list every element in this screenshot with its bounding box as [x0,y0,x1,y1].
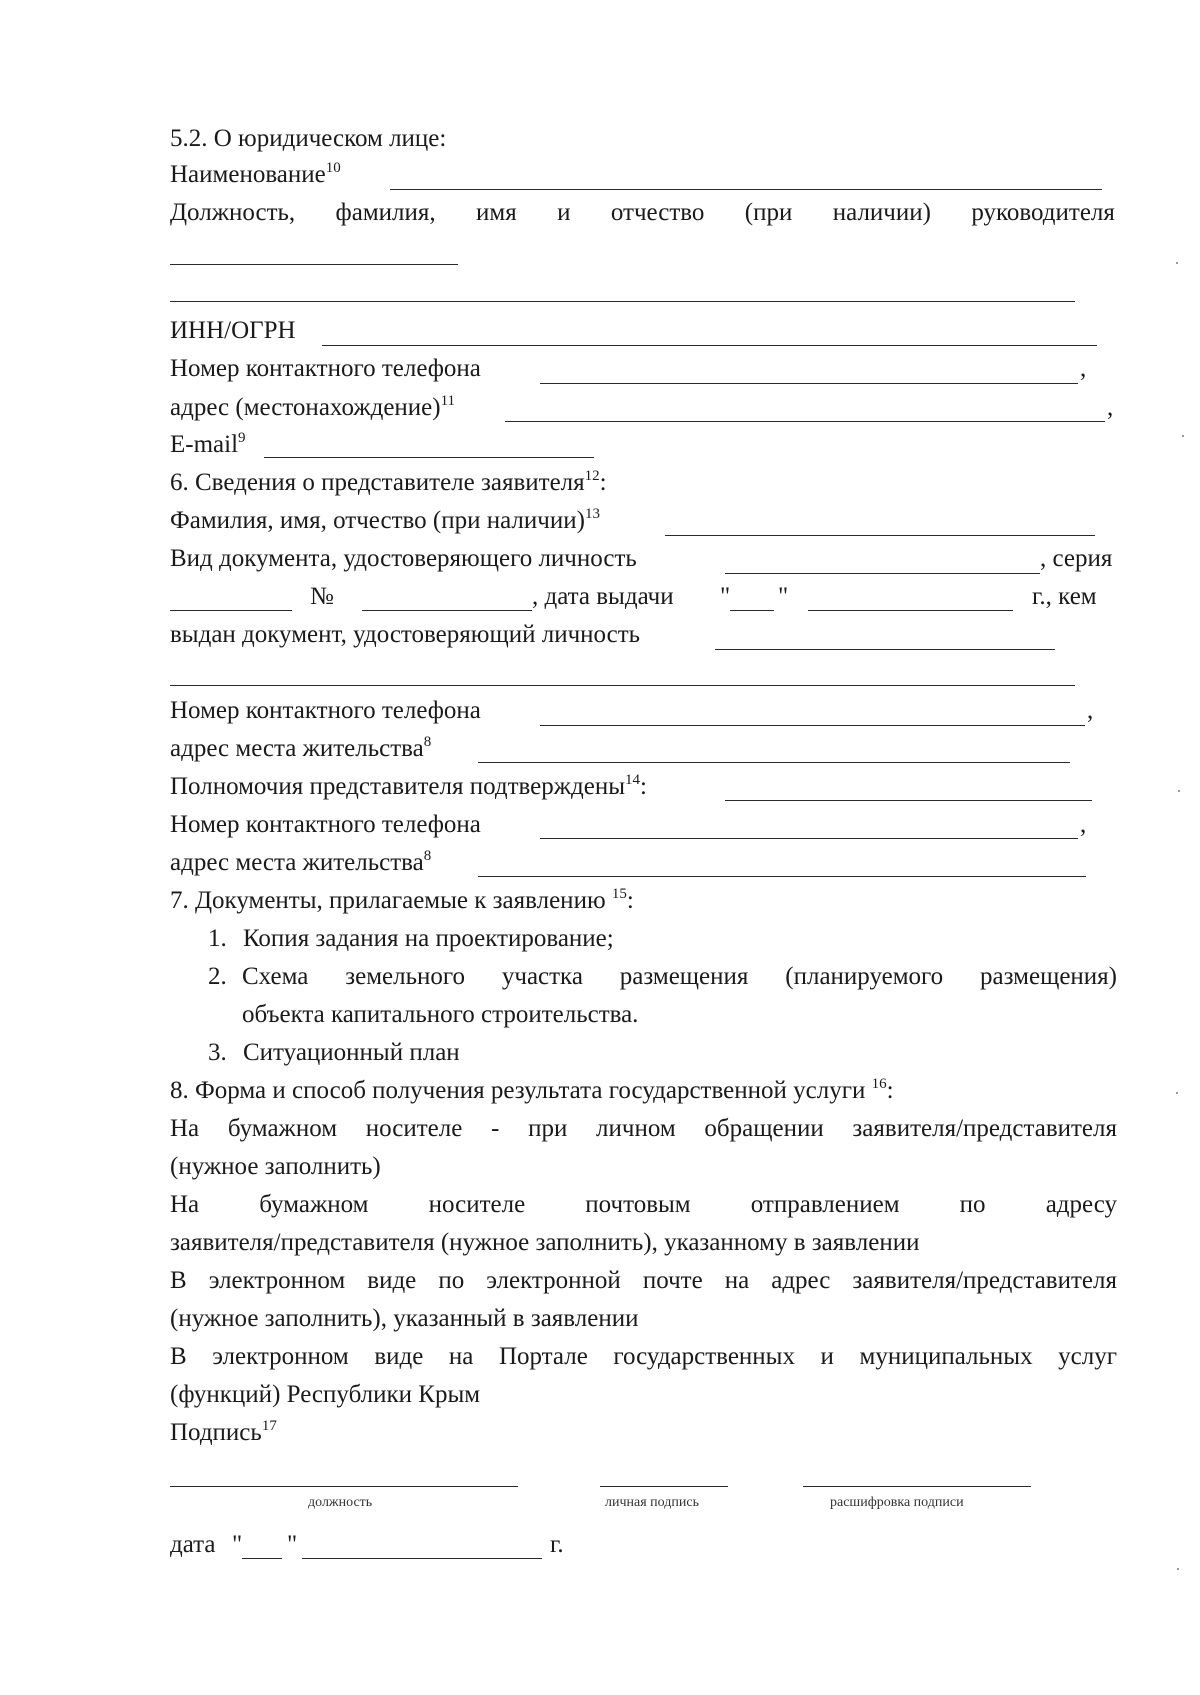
list-item-text: Ситуационный план [243,1039,460,1066]
year-issued-by-label: г., кем [1032,583,1097,610]
quote-mark: " [232,1531,243,1558]
personal-signature-caption: личная подпись [605,1495,699,1510]
rep-residence2-field[interactable] [478,876,1086,877]
scan-speck [1182,435,1184,437]
doc-number-field[interactable] [362,610,532,611]
delivery-option-email-continued: (нужное заполнить), указанный в заявлении [170,1305,639,1332]
rep-phone2-label: Номер контактного телефона [170,811,481,838]
list-item [208,924,614,954]
issued-by-label: выдан документ, удостоверяющий личность [170,621,641,648]
section-6-heading: 6. Сведения о представителе заявителя$^{12}$: [170,468,607,496]
position-caption: должность [308,1495,373,1510]
section-5-2-heading: 5.2. О юридическом лице: [170,125,447,152]
rep-residence-label: адрес места жительства$^8$ [170,734,432,762]
doc-type-field[interactable] [725,573,1040,574]
delivery-option-paper-post-continued: заявителя/представителя (нужное заполнить), указанному в заявлении [170,1229,920,1256]
scan-speck [1177,1568,1179,1570]
delivery-option-paper-in-person: На бумажном носителе - при личном обращении заявителя/представителя [170,1115,1117,1142]
comma: , [1080,355,1087,382]
doc-series-field[interactable] [170,610,292,611]
section-8-heading: 8. Форма и способ получения результата государственной услуги $^{16}$: [170,1076,894,1104]
issue-day-field[interactable] [730,610,774,611]
doc-type-label: Вид документа, удостоверяющего личность [170,545,637,572]
date-label: дата [170,1531,216,1558]
delivery-option-portal: В электронном виде на Портале государственных и муниципальных услуг [170,1343,1117,1370]
signature-label: Подпись$^{17}$ [170,1418,277,1446]
list-item-number: 3. [208,1039,227,1066]
rep-residence-field[interactable] [478,762,1070,763]
comma: , [1087,697,1094,724]
issued-by-field-continued[interactable] [170,685,1075,686]
delivery-option-paper-post: На бумажном носителе почтовым отправлением по адресу [170,1191,1117,1218]
rep-phone-label: Номер контактного телефона [170,697,481,724]
rep-fio-label: Фамилия, имя, отчество (при наличии)$^{13}$ [170,506,600,534]
list-item [208,1038,460,1068]
org-phone-field[interactable] [540,383,1078,384]
issue-month-field[interactable] [808,610,1013,611]
head-of-org-field[interactable] [170,264,458,265]
issued-by-field[interactable] [715,649,1055,650]
position-field[interactable] [170,1486,518,1487]
rep-residence2-label: адрес места жительства$^8$ [170,848,432,876]
rep-phone-field[interactable] [540,725,1085,726]
scan-speck [1176,1092,1178,1094]
org-address-label: адрес (местонахождение)$^{11}$ [170,393,456,421]
quote-mark: " [778,583,789,610]
quote-mark: " [720,583,731,610]
quote-mark: " [287,1531,298,1558]
rep-phone2-field[interactable] [540,838,1078,839]
delivery-option-portal-continued: (функций) Республики Крым [170,1381,481,1408]
org-name-field[interactable] [390,189,1102,190]
head-of-org-field-continued[interactable] [170,301,1075,302]
section-7-heading: 7. Документы, прилагаемые к заявлению $^{15}$: [170,886,634,914]
inn-ogrn-label: ИНН/ОГРН [170,317,296,344]
sign-year-label: г. [550,1531,564,1558]
list-item-text: Копия задания на проектирование; [243,925,614,952]
rep-authority-label: Полномочия представителя подтверждены$^{14}$: [170,772,647,800]
org-email-label: E-mail$^9$ [170,430,246,458]
sign-day-field[interactable] [242,1558,282,1559]
doc-number-label: № [310,583,334,610]
sign-month-field[interactable] [302,1558,542,1559]
list-item-number: 2. [208,963,227,990]
org-phone-label: Номер контактного телефона [170,355,481,382]
list-item-text: Схема земельного участка размещения (планируемого размещения) [242,963,1117,990]
doc-issue-date-label: , дата выдачи [532,583,674,610]
head-of-org-label: Должность, фамилия, имя и отчество (при наличии) руководителя [170,199,1115,226]
comma: , [1080,811,1087,838]
list-item-text-continued: объекта капитального строительства. [242,1001,639,1028]
signature-decoding-caption: расшифровка подписи [830,1495,964,1510]
personal-signature-field[interactable] [600,1486,728,1487]
rep-fio-field[interactable] [665,535,1095,536]
inn-ogrn-field[interactable] [322,345,1097,346]
delivery-option-email: В электронном виде по электронной почте на адрес заявителя/представителя [170,1267,1117,1294]
org-email-field[interactable] [264,457,594,458]
list-item-number: 1. [208,925,227,952]
doc-series-label: , серия [1040,545,1113,572]
comma: , [1107,394,1114,421]
org-address-field[interactable] [505,421,1105,422]
org-name-label: Наименование$^{10}$ [170,160,341,188]
scan-speck [1178,790,1180,792]
scan-speck [1176,262,1178,264]
rep-authority-field[interactable] [725,800,1092,801]
signature-decoding-field[interactable] [803,1486,1031,1487]
delivery-option-paper-in-person-continued: (нужное заполнить) [170,1153,381,1180]
